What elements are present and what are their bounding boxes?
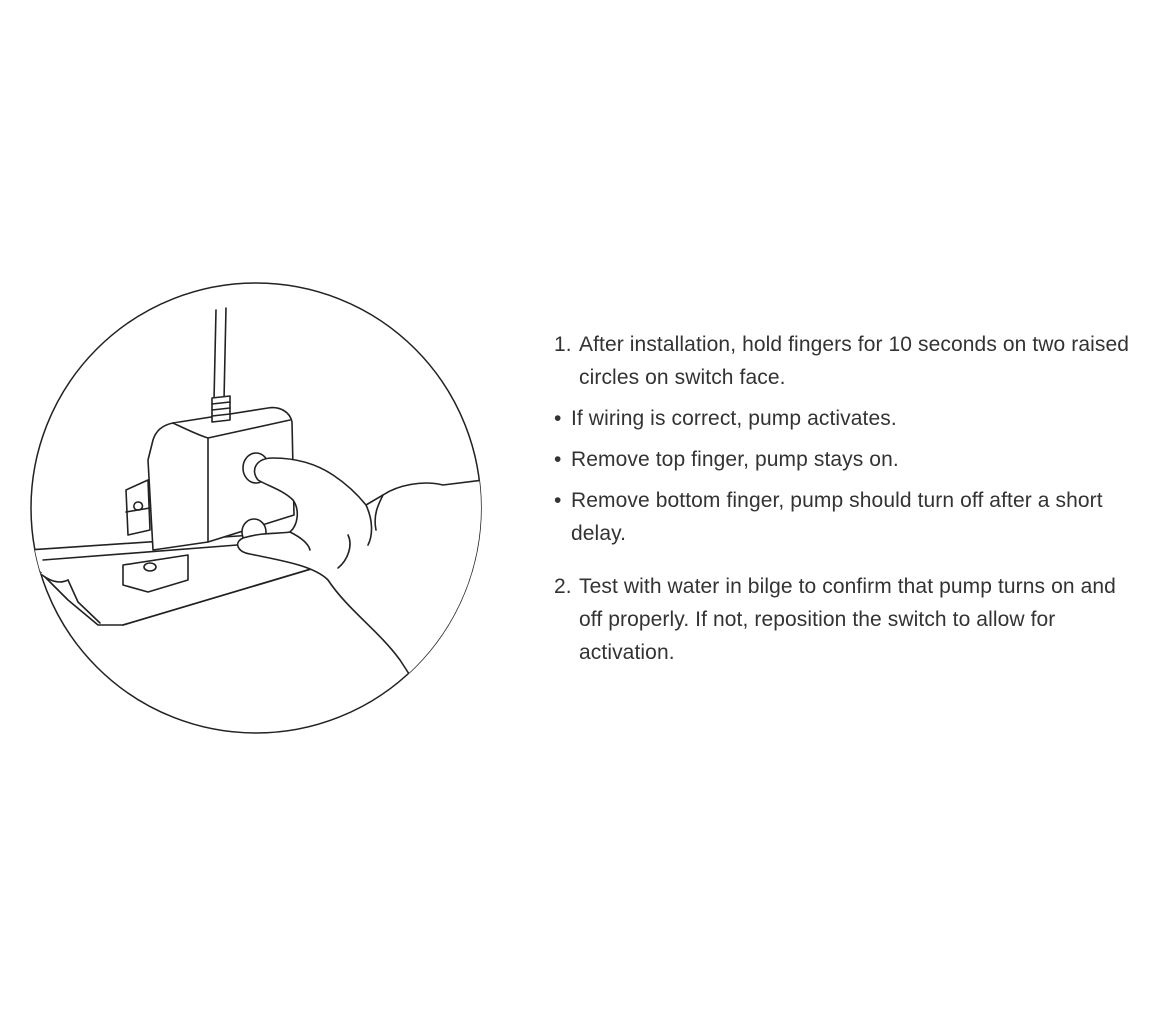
bullet-icon: • xyxy=(554,448,562,471)
step-1 xyxy=(554,328,1144,394)
bullet-item xyxy=(554,484,1144,550)
bullet-text: If wiring is correct, pump activates. xyxy=(571,407,897,430)
step-2-number: 2. xyxy=(554,575,572,598)
step-2-text: Test with water in bilge to confirm that pump turns on and off properly. If not, reposition the switch to allow for activation. xyxy=(579,575,1116,664)
bullet-item xyxy=(554,402,1144,435)
bullet-text: Remove top finger, pump stays on. xyxy=(571,448,899,471)
bullet-icon: • xyxy=(554,407,562,430)
switch-test-illustration xyxy=(28,280,484,736)
step-1-text: After installation, hold fingers for 10 seconds on two raised circles on switch face. xyxy=(579,333,1130,389)
hand-pressing-switch-icon xyxy=(28,280,484,736)
bullet-item xyxy=(554,443,1144,476)
step-1-number: 1. xyxy=(554,333,572,356)
step-2 xyxy=(554,570,1144,669)
bullet-text: Remove bottom finger, pump should turn off after a short delay. xyxy=(571,489,1103,545)
instructions-panel xyxy=(554,328,1144,669)
bullet-icon: • xyxy=(554,489,562,512)
